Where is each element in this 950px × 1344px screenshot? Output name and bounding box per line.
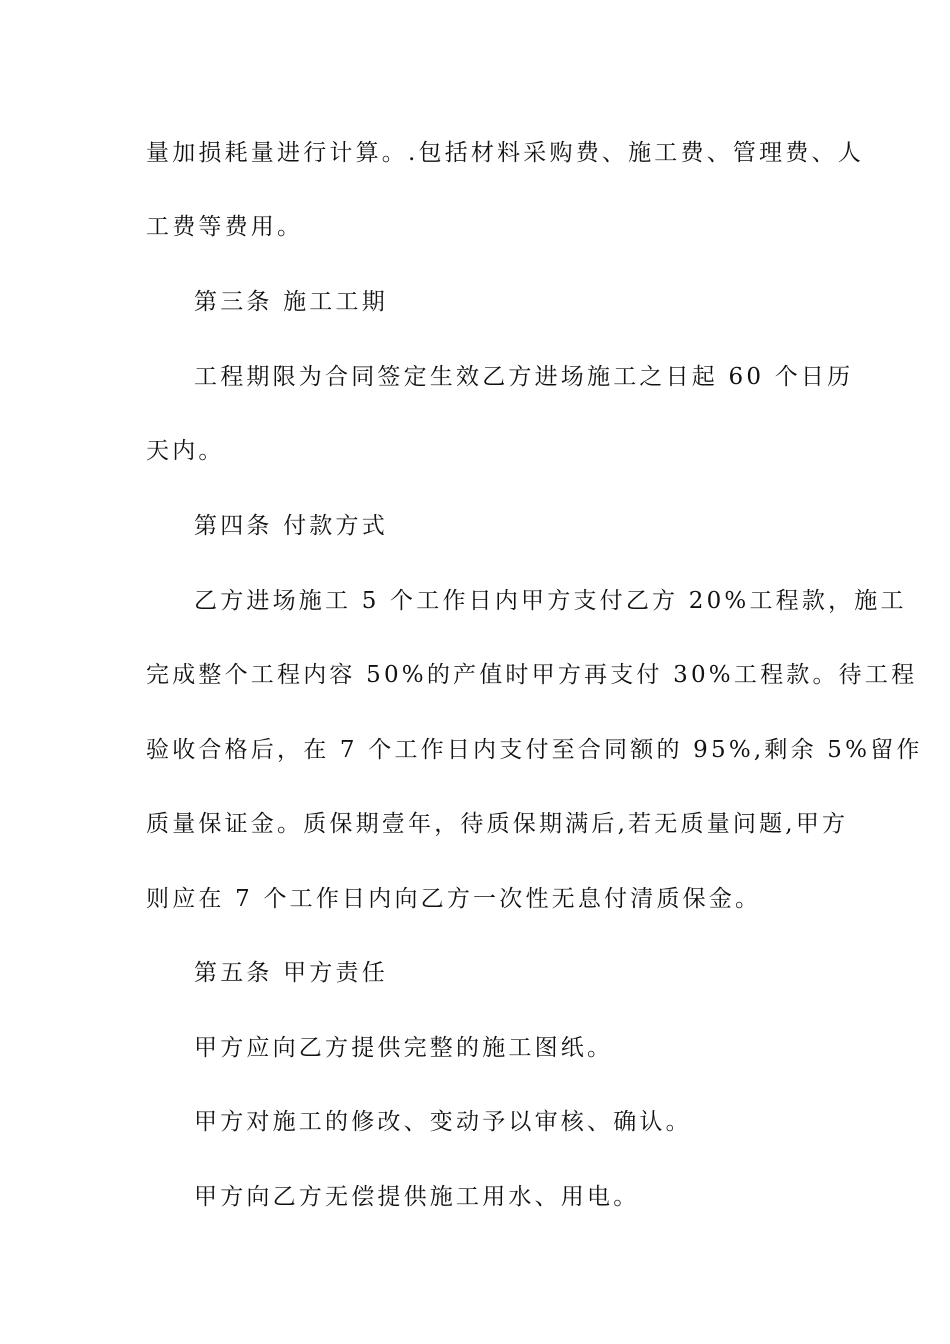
paragraph-line: 甲方应向乙方提供完整的施工图纸。	[194, 1035, 614, 1061]
paragraph-line: 乙方进场施工 5 个工作日内甲方支付乙方 20%工程款，施工	[194, 588, 907, 614]
paragraph-line: 工费等费用。	[146, 214, 304, 240]
paragraph-line: 甲方对施工的修改、变动予以审核、确认。	[194, 1109, 692, 1135]
paragraph-line: 量加损耗量进行计算。.包括材料采购费、施工费、管理费、人	[146, 140, 864, 166]
paragraph-line: 工程期限为合同签定生效乙方进场施工之日起 60 个日历	[194, 364, 854, 390]
paragraph-line: 甲方向乙方无偿提供施工用水、用电。	[194, 1184, 640, 1210]
paragraph-line: 质量保证金。质保期壹年，待质保期满后,若无质量问题,甲方	[146, 811, 849, 837]
section-heading: 第三条 施工工期	[194, 289, 388, 315]
paragraph-line: 验收合格后，在 7 个工作日内支付至合同额的 95%,剩余 5%留作	[146, 737, 923, 763]
paragraph-line: 天内。	[146, 438, 225, 464]
section-heading: 第五条 甲方责任	[194, 960, 388, 986]
paragraph-line: 完成整个工程内容 50%的产值时甲方再支付 30%工程款。待工程	[146, 662, 918, 688]
paragraph-line: 则应在 7 个工作日内向乙方一次性无息付清质保金。	[146, 886, 762, 912]
section-heading: 第四条 付款方式	[194, 513, 388, 539]
